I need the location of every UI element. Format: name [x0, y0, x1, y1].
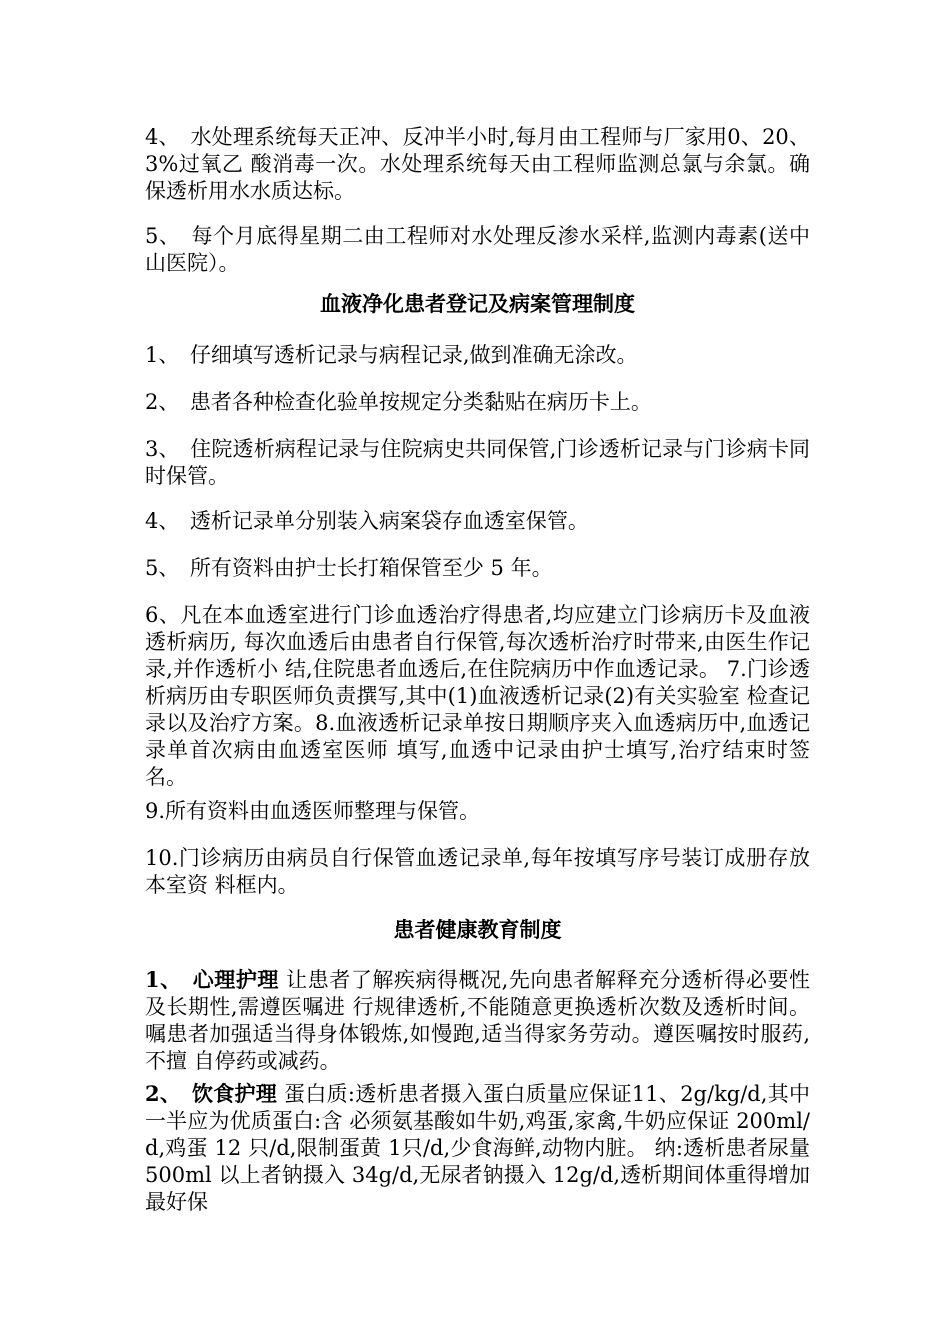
registration-item-3: 3、 住院透析病程记录与住院病史共同保管,门诊透析记录与门诊病卡同时保管。 [145, 437, 810, 488]
registration-item-6: 6、凡在本血透室进行门诊血透治疗得患者,均应建立门诊病历卡及血液透析病历, 每次血透后由患者自行保管,每次透析治疗时带来,由医生作记录,并作透析小 结,住院患者血透后,在住院病历中作血透记录。 7.门诊透析病历由专职医师负责撰写,其中(1)血液透析记录(2)有关实验室 检查记录以及治疗方案。8.血液透析记录单按日期顺序夹入血透病历中,血透记录单首次病由血透室医师 填写,血透中记录由护士填写,治疗结束时签名。 [145, 603, 810, 789]
registration-item-4: 4、 透析记录单分别装入病案袋存血透室保管。 [145, 509, 589, 533]
registration-item-5: 5、 所有资料由护士长打箱保管至少 5 年。 [145, 556, 553, 580]
registration-item-1: 1、 仔细填写透析记录与病程记录,做到准确无涂改。 [145, 343, 638, 367]
diet-care-heading: 2、 饮食护理 [145, 1081, 278, 1106]
endotoxin-paragraph: 5、 每个月底得星期二由工程师对水处理反渗水采样,监测内毒素(送中山医院）。 [145, 224, 810, 275]
psychological-care-paragraph [145, 966, 810, 1075]
psychological-care-text: 让患者了解疾病得概况,先向患者解释充分透析得必要性及长期性,需遵医嘱进 行规律透析,不能随意更换透析次数及透析时间。 嘱患者加强适当得身体锻炼,如慢跑,适当得家务劳动。遵医嘱按时服药,不擅 自停药或减药。 [145, 968, 810, 1073]
diet-care-paragraph [145, 1080, 810, 1216]
registration-section-title: 血液净化患者登记及病案管理制度 [320, 291, 635, 316]
psychological-care-heading: 1、 心理护理 [145, 967, 279, 992]
diet-care-text: 蛋白质:透析患者摄入蛋白质量应保证11、2g/kg/d,其中一半应为优质蛋白:含 必须氨基酸如牛奶,鸡蛋,家禽,牛奶应保证 200ml/d,鸡蛋 12 只/d,限制蛋黄 1只/d,少食海鲜,动物内脏。 纳:透析患者尿量 500ml 以上者钠摄入 34g/d,无尿者钠摄入 12g/d,透析期间体重得增加最好保 [145, 1082, 810, 1214]
registration-item-2: 2、 患者各种检查化验单按规定分类黏贴在病历卡上。 [145, 390, 652, 414]
registration-item-9: 9.所有资料由血透医师整理与保管。 [145, 799, 481, 823]
registration-item-10: 10.门诊病历由病员自行保管血透记录单,每年按填写序号装订成册存放本室资 料框内。 [145, 846, 810, 897]
health-education-section-title: 患者健康教育制度 [393, 917, 562, 942]
water-system-paragraph: 4、 水处理系统每天正冲、反冲半小时,每月由工程师与厂家用0、20、3%过氧乙 酸消毒一次。水处理系统每天由工程师监测总氯与余氯。确保透析用水水质达标。 [145, 125, 810, 203]
